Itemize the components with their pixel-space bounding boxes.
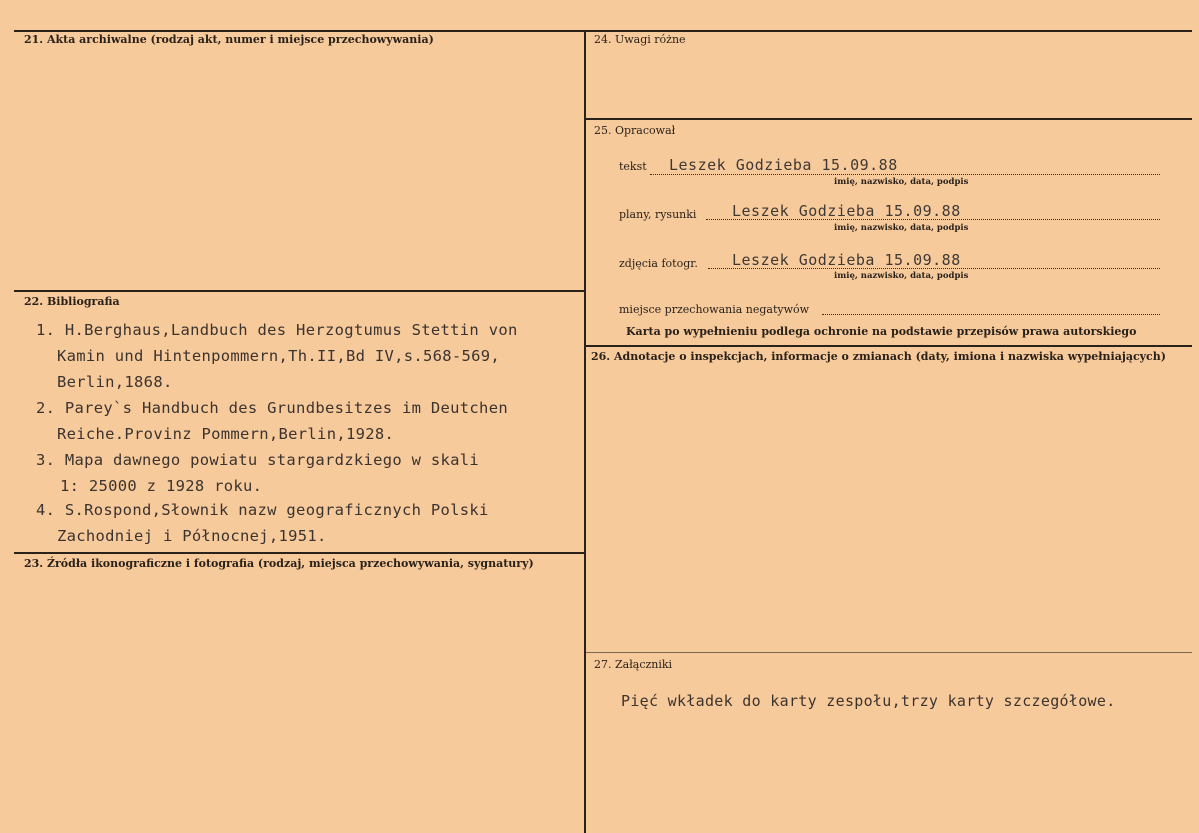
opracowal-plany-value: Leszek Godzieba 15.09.88 <box>732 202 961 220</box>
bibliography-entry-1-line-1: 1. H.Berghaus,Landbuch des Herzogtumus Stettin von <box>36 321 518 339</box>
opracowal-zdjecia-label: zdjęcia fotogr. <box>619 257 698 270</box>
opracowal-zdjecia-value: Leszek Godzieba 15.09.88 <box>732 251 961 269</box>
opracowal-tekst-value: Leszek Godzieba 15.09.88 <box>669 156 898 174</box>
right-divider-25 <box>585 118 1192 120</box>
negatives-location-label: miejsce przechowania negatywów <box>619 303 810 316</box>
bibliography-entry-2-line-2: Reiche.Provinz Pommern,Berlin,1928. <box>57 425 395 443</box>
section-23-label: 23. Źródła ikonograficzne i fotografia (rodzaj, miejsca przechowywania, sygnatury) <box>24 557 534 570</box>
left-divider-23 <box>14 552 585 554</box>
bibliography-entry-1-line-3: Berlin,1868. <box>57 373 173 391</box>
section-27-label: 27. Załączniki <box>594 658 673 671</box>
section-22-label: 22. Bibliografia <box>24 295 120 308</box>
right-divider-27 <box>585 652 1192 653</box>
opracowal-tekst-label: tekst <box>619 160 647 173</box>
section-25-label: 25. Opracował <box>594 124 676 137</box>
attachments-value: Pięć wkładek do karty zespołu,trzy karty szczegółowe. <box>621 692 1116 710</box>
opracowal-tekst-caption: imię, nazwisko, data, podpis <box>834 177 969 187</box>
right-divider-26 <box>585 345 1192 347</box>
opracowal-plany-label: plany, rysunki <box>619 208 697 221</box>
left-divider-22 <box>14 290 585 292</box>
top-border <box>14 30 1192 32</box>
bibliography-entry-4-line-2: Zachodniej i Północnej,1951. <box>57 527 327 545</box>
section-24-label: 24. Uwagi różne <box>594 33 686 46</box>
bibliography-entry-1-line-2: Kamin und Hintenpommern,Th.II,Bd IV,s.568-569, <box>57 347 501 365</box>
opracowal-plany-caption: imię, nazwisko, data, podpis <box>834 223 969 233</box>
copyright-notice: Karta po wypełnieniu podlega ochronie na podstawie przepisów prawa autorskiego <box>626 325 1137 338</box>
bibliography-entry-4-line-1: 4. S.Rospond,Słownik nazw geograficznych Polski <box>36 501 489 519</box>
opracowal-zdjecia-caption: imię, nazwisko, data, podpis <box>834 271 969 281</box>
negatives-location-line <box>822 314 1160 315</box>
bibliography-entry-3-line-2: 1: 25000 z 1928 roku. <box>60 477 263 495</box>
opracowal-tekst-line <box>650 174 1160 175</box>
section-21-label: 21. Akta archiwalne (rodzaj akt, numer i miejsce przechowywania) <box>24 33 434 46</box>
bibliography-entry-3-line-1: 3. Mapa dawnego powiatu stargardzkiego w skali <box>36 451 480 469</box>
bibliography-entry-2-line-1: 2. Parey`s Handbuch des Grundbesitzes im Deutchen <box>36 399 508 417</box>
center-divider <box>584 30 586 833</box>
section-26-label: 26. Adnotacje o inspekcjach, informacje o zmianach (daty, imiona i nazwiska wypełniających) <box>591 350 1166 363</box>
